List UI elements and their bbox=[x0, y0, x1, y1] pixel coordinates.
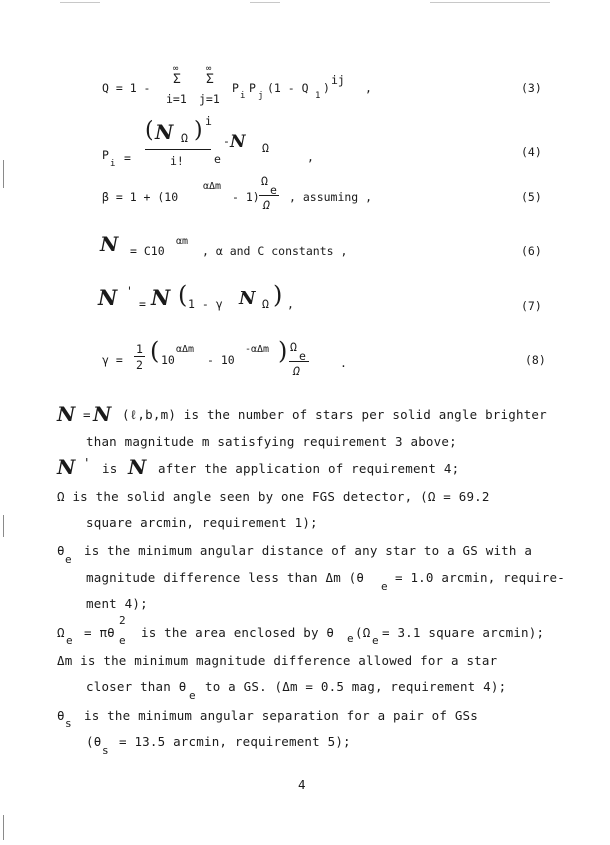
def6-line1: Δm is the minimum magnitude difference allowed for a star bbox=[57, 653, 498, 668]
eq8-half-den: 2 bbox=[136, 358, 143, 372]
eq3-sub-1: 1 bbox=[315, 91, 321, 101]
eq3-sum1-sigma: Σ bbox=[173, 72, 181, 87]
eq3-comma: , bbox=[365, 81, 372, 95]
def5-text: is the area enclosed by θ bbox=[141, 625, 335, 640]
scan-artifact-line bbox=[250, 2, 280, 3]
def5-sub2: e bbox=[119, 634, 126, 647]
scan-edge-mark bbox=[3, 160, 4, 188]
eq7-close: ) bbox=[273, 281, 283, 309]
def6-line2b: to a GS. (Δm = 0.5 mag, requirement 4); bbox=[205, 679, 507, 694]
def4-line2b: = 1.0 arcmin, require- bbox=[395, 570, 565, 585]
def6-line2a: closer than θ bbox=[86, 679, 187, 694]
def4-theta: θ bbox=[57, 543, 65, 558]
eq8-half-num: 1 bbox=[136, 342, 143, 356]
eq3-lhs: Q = 1 - bbox=[102, 81, 151, 95]
eq4-comma: , bbox=[307, 150, 314, 164]
eq7-inner: 1 - γ bbox=[188, 297, 223, 311]
eq4-exp-script-n: N bbox=[230, 132, 246, 152]
equation-number-6: (6) bbox=[521, 244, 542, 258]
eq5-trail: , assuming , bbox=[289, 190, 373, 204]
eq4-num-open: ( bbox=[145, 118, 154, 143]
eq5-frac-den: Ω bbox=[263, 198, 270, 212]
eq8-lhs: γ = bbox=[102, 353, 123, 367]
eq3-close: ) bbox=[323, 81, 330, 95]
scan-edge-mark bbox=[3, 515, 4, 537]
eq4-lhs: P bbox=[102, 148, 109, 162]
eq8-frac-num: Ω bbox=[290, 340, 297, 354]
equation-number-4: (4) bbox=[521, 145, 542, 159]
def5-sub: e bbox=[66, 634, 73, 647]
scan-artifact-line bbox=[430, 2, 550, 3]
scan-artifact-line bbox=[60, 2, 100, 3]
eq7-comma: , bbox=[287, 297, 294, 311]
def4-line2-sub: e bbox=[381, 580, 388, 593]
def2-prime: ' bbox=[83, 455, 91, 470]
def1-line1: (ℓ,b,m) is the number of stars per solid angle brighter bbox=[122, 407, 547, 422]
eq6-script-n: N bbox=[100, 232, 119, 256]
def2-script-n-2: N bbox=[128, 455, 147, 479]
eq8-a-sup: αΔm bbox=[176, 344, 195, 355]
def1-script-n: N bbox=[57, 402, 76, 426]
def4-line1: is the minimum angular distance of any star to a GS with a bbox=[84, 543, 533, 558]
eq3-sum2-lower: j=1 bbox=[199, 92, 220, 106]
eq7-omega: Ω bbox=[262, 297, 269, 311]
eq3-sum2-upper: ∞ bbox=[206, 64, 212, 74]
def7-line2b: = 13.5 arcmin, requirement 5); bbox=[119, 734, 351, 749]
eq5-fraction-bar bbox=[259, 195, 279, 196]
equation-number-3: (3) bbox=[521, 81, 542, 95]
eq5-frac-num-sub: e bbox=[270, 183, 277, 197]
eq4-num-close: ) bbox=[194, 118, 203, 143]
eq7-inner-script-n: N bbox=[239, 288, 256, 309]
eq3-sum2-sigma: Σ bbox=[206, 72, 214, 87]
def5-paren: (Ω bbox=[355, 625, 371, 640]
def5-tail: = 3.1 square arcmin); bbox=[382, 625, 545, 640]
def5-eq: = πθ bbox=[84, 625, 115, 640]
eq7-open: ( bbox=[178, 281, 188, 309]
eq8-a: 10 bbox=[161, 353, 175, 367]
eq8-frac-num-sub: e bbox=[299, 349, 306, 363]
eq8-open: ( bbox=[150, 337, 160, 365]
eq3-sup-ij: ij bbox=[331, 73, 345, 87]
eq4-num-omega: Ω bbox=[181, 131, 188, 145]
def7-sub: s bbox=[65, 717, 72, 730]
eq8-b-sup: -αΔm bbox=[245, 344, 270, 355]
eq6-trail: , α and C constants , bbox=[202, 244, 348, 258]
page-number: 4 bbox=[298, 777, 306, 792]
def7-line1: is the minimum angular separation for a pair of GSs bbox=[84, 708, 479, 723]
def4-line3: ment 4); bbox=[86, 596, 148, 611]
eq8-half-bar bbox=[134, 356, 145, 357]
equation-number-8: (8) bbox=[525, 353, 546, 367]
eq5-frac-num: Ω bbox=[261, 174, 268, 188]
def4-sub: e bbox=[65, 553, 72, 566]
def3-line2: square arcmin, requirement 1); bbox=[86, 515, 318, 530]
eq4-exp-minus: - bbox=[223, 134, 230, 148]
eq6-sup: αm bbox=[176, 236, 189, 247]
eq4-fraction-bar bbox=[145, 149, 211, 150]
eq4-num-script-n: N bbox=[155, 120, 174, 144]
eq8-period: . bbox=[340, 356, 347, 370]
def1-script-n-2: N bbox=[93, 402, 112, 426]
def5-sub3: e bbox=[347, 632, 354, 645]
eq7-prime: ' bbox=[126, 284, 133, 298]
eq8-minus: - 10 bbox=[207, 353, 235, 367]
eq4-equals: = bbox=[124, 151, 131, 165]
def5-sub4: e bbox=[372, 634, 379, 647]
eq3-sub-j: j bbox=[258, 91, 264, 101]
eq5-lhs: β = 1 + (10 bbox=[102, 190, 179, 204]
def2-script-n: N bbox=[57, 455, 76, 479]
eq6-rhs: = C10 bbox=[130, 244, 165, 258]
eq4-exp-omega: Ω bbox=[262, 141, 269, 155]
eq7-equals: = bbox=[139, 297, 146, 311]
def7-theta: θ bbox=[57, 708, 65, 723]
eq8-close: ) bbox=[278, 337, 288, 365]
def2-rest: after the application of requirement 4; bbox=[158, 461, 460, 476]
eq4-exp-base: e bbox=[214, 152, 221, 166]
eq4-num-sup: i bbox=[205, 114, 212, 128]
eq3-p: P bbox=[232, 81, 239, 95]
eq4-lhs-sub: i bbox=[110, 159, 116, 169]
eq3-p2: P bbox=[249, 81, 256, 95]
equation-number-5: (5) bbox=[521, 190, 542, 204]
eq7-rhs-script-n: N bbox=[151, 285, 171, 310]
eq3-paren: (1 - Q bbox=[267, 81, 309, 95]
def4-line2a: magnitude difference less than Δm (θ bbox=[86, 570, 365, 585]
scan-edge-mark bbox=[3, 815, 4, 840]
def3-line1: Ω is the solid angle seen by one FGS detector, (Ω = 69.2 bbox=[57, 489, 490, 504]
def1-equals: = bbox=[83, 407, 91, 422]
eq5-mid: - 1) bbox=[232, 190, 260, 204]
def6-line2-sub: e bbox=[189, 689, 196, 702]
eq7-lhs-script-n: N bbox=[98, 285, 118, 310]
equation-number-7: (7) bbox=[521, 299, 542, 313]
eq8-fraction-bar bbox=[289, 361, 309, 362]
eq3-sum1-upper: ∞ bbox=[173, 64, 179, 74]
def2-is: is bbox=[102, 461, 118, 476]
def7-line2-sub: s bbox=[102, 744, 109, 757]
eq3-sub-i: i bbox=[240, 91, 246, 101]
def1-line2: than magnitude m satisfying requirement 3 above; bbox=[86, 434, 457, 449]
eq8-frac-den: Ω bbox=[293, 364, 300, 378]
def7-line2a: (θ bbox=[86, 734, 102, 749]
eq3-sum1-lower: i=1 bbox=[166, 92, 187, 106]
def5-omega: Ω bbox=[57, 625, 65, 640]
eq5-sup: αΔm bbox=[203, 181, 222, 192]
eq4-den: i! bbox=[170, 154, 184, 168]
def5-sup: 2 bbox=[119, 614, 126, 627]
